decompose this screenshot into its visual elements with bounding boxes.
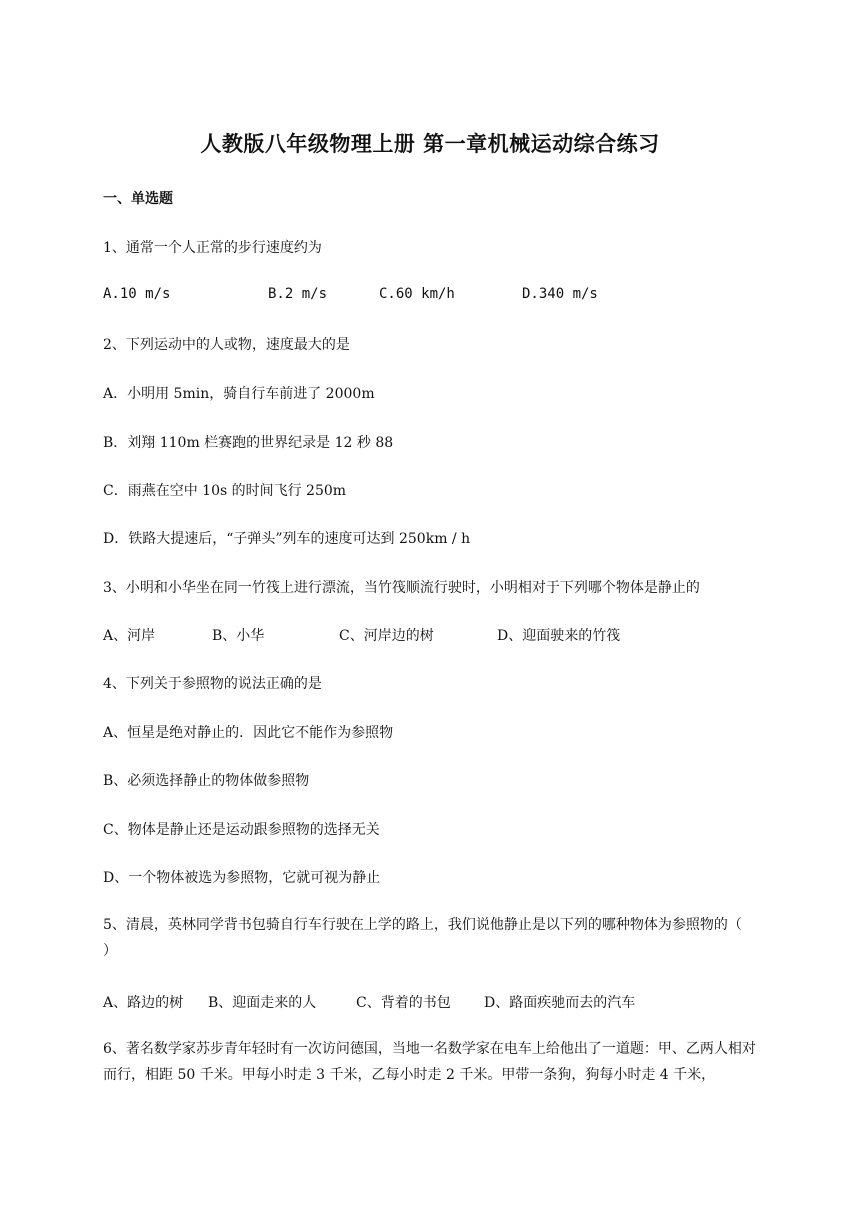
question-2-option-c: C．雨燕在空中 10s 的时间飞行 250m [103,483,347,499]
question-4-option-c: C、物体是静止还是运动跟参照物的选择无关 [103,822,380,838]
question-3-stem: 3、小明和小华坐在同一竹筏上进行漂流，当竹筏顺流行驶时，小明相对于下列哪个物体是静止的 [103,580,700,596]
question-2-option-a: A．小明用 5min，骑自行车前进了 2000m [103,386,375,402]
question-4-option-a: A、恒星是绝对静止的．因此它不能作为参照物 [103,725,394,741]
question-1-stem: 1、通常一个人正常的步行速度约为 [103,240,322,256]
question-2-option-d: D．铁路大提速后，“子弹头”列车的速度可达到 250km / h [103,531,471,547]
question-5-stem: 5、清晨，英林同学背书包骑自行车行驶在上学的路上，我们说他静止是以下列的哪种物体为参照物的（ ） [103,917,798,959]
question-5-option-d: D、路面疾驰而去的汽车 [484,995,636,1011]
question-5-option-a: A、路边的树 [103,995,184,1011]
document-title: 人教版八年级物理上册 第一章机械运动综合练习 [200,132,660,156]
question-1-option-b: B.2 m/s [268,286,328,302]
question-3-option-d: D、迎面驶来的竹筏 [497,628,621,644]
question-1-option-d: D.340 m/s [522,286,598,302]
question-2-stem: 2、下列运动中的人或物，速度最大的是 [103,337,350,353]
question-6-stem: 6、著名数学家苏步青年轻时有一次访问德国，当地一名数学家在电车上给他出了一道题：甲、乙两人相对而行，相距 50 千米。甲每小时走 3 千米，乙每小时走 2 千米。甲带一条狗，狗每小时走 4 千米， [103,1041,756,1083]
question-3-option-a: A、河岸 [103,628,156,644]
question-3-option-c: C、河岸边的树 [339,628,434,644]
question-2-option-b: B．刘翔 110m 栏赛跑的世界纪录是 12 秒 88 [103,435,394,451]
question-5-option-b: B、迎面走来的人 [208,995,317,1011]
question-1-option-a: A.10 m/s [103,286,171,302]
question-4-stem: 4、下列关于参照物的说法正确的是 [103,676,322,692]
question-5-option-c: C、背着的书包 [356,995,451,1011]
question-3-option-b: B、小华 [212,628,265,644]
question-4-option-d: D、一个物体被选为参照物，它就可视为静止 [103,870,381,886]
question-1-option-c: C.60 km/h [379,286,455,302]
section-heading: 一、单选题 [103,191,173,207]
question-4-option-b: B、必须选择静止的物体做参照物 [103,773,310,789]
